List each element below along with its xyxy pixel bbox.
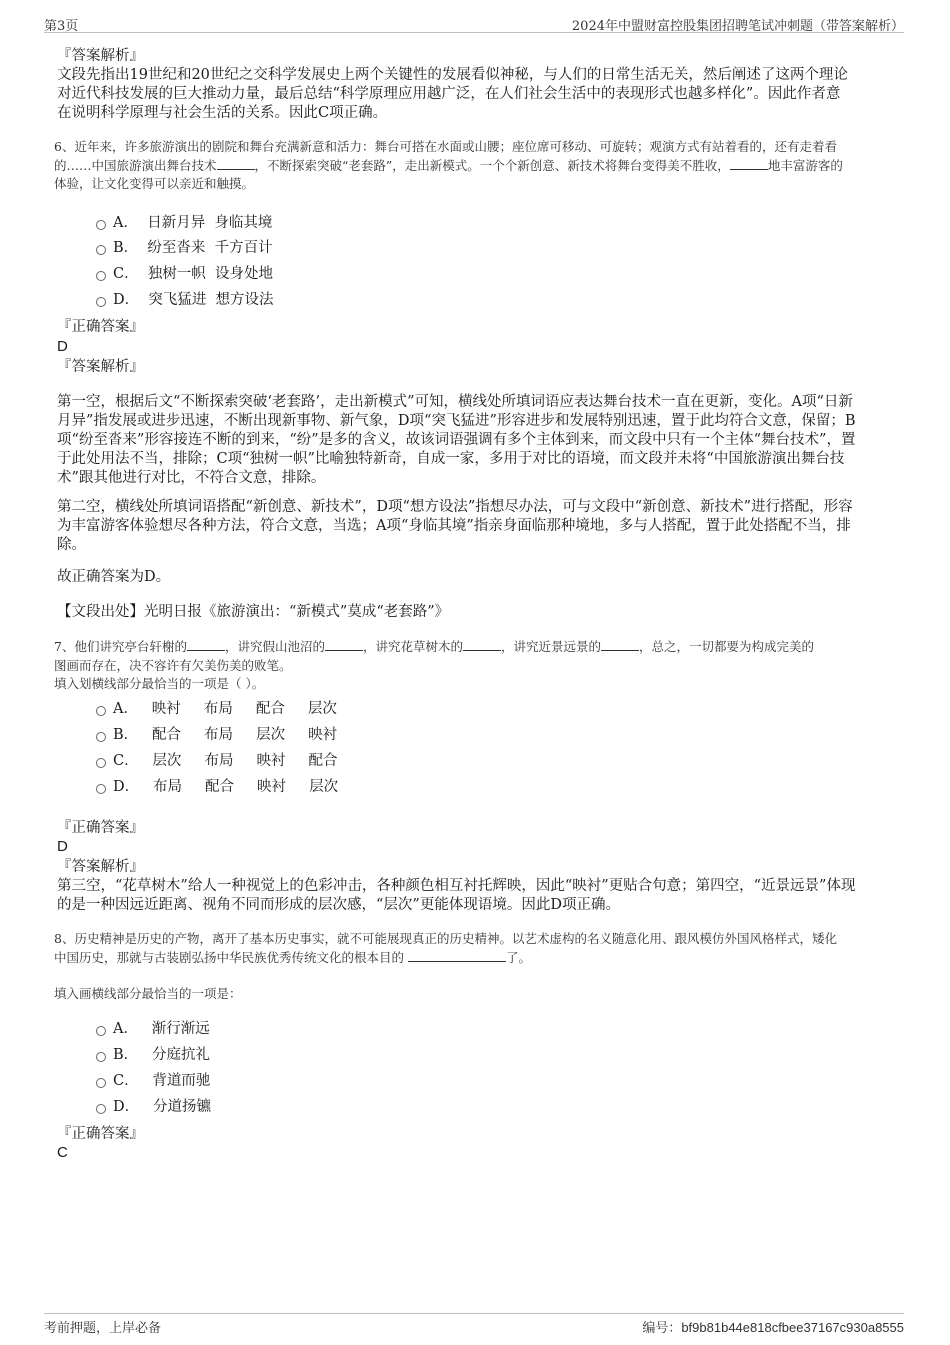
q6-answer-title: 『正确答案』 — [57, 319, 144, 335]
q5-analysis — [57, 66, 895, 123]
q6-conclusion: 故正确答案为D。 — [57, 569, 171, 585]
q8-answer: C — [57, 1144, 68, 1161]
text-line: 项“纷至沓来”形容接连不断的到来，“纷”是多的含义，故该词语强调有多个主体到来，而文段中只有一个主体“舞台技术”，置 — [57, 432, 856, 448]
question-line — [54, 638, 896, 657]
question-line: 图画而存在，决不容许有欠美伤美的败笔。 — [54, 657, 292, 673]
q7-answer-title: 『正确答案』 — [57, 820, 144, 836]
option-label: A． 日新月异 身临其境 — [113, 215, 273, 231]
question-7 — [54, 638, 896, 694]
fill-blank — [408, 950, 506, 962]
fill-blank — [730, 158, 768, 170]
text-line: 术”跟其他进行对比，不符合文意，排除。 — [57, 470, 326, 486]
text-span: ，讲究近景远景的 — [501, 639, 602, 654]
text-span: ，不断探索突破“老套路”，走出新模式。一个个新创意、新技术将舞台变得美不胜收， — [254, 157, 730, 173]
question-line: 6、近年来，许多旅游演出的剧院和舞台充满新意和活力：舞台可搭在水面或山腰；座位席可移动、可旋转；观演方式有站着看的，还有走着看 — [54, 139, 837, 154]
text-line: 第一空，根据后文“不断探索突破‘老套路’，走出新模式”可知，横线处所填词语应表达舞台技术一直在更新，变化。A项“日新 — [57, 394, 853, 410]
q8-option-c[interactable] — [96, 1071, 210, 1091]
radio-icon[interactable] — [96, 784, 106, 794]
page-header — [44, 14, 904, 33]
code-value: bf9b81b44e818cfbee37167c930a8555 — [681, 1320, 904, 1335]
page-footer — [44, 1313, 904, 1334]
text-line: 第三空，“花草树木”给人一种视觉上的色彩冲击，各种颜色相互衬托辉映，因此“映衬”更贴合句意；第四空，“近景远景”体现 — [57, 878, 856, 894]
fill-blank — [463, 639, 501, 651]
radio-icon[interactable] — [96, 1052, 106, 1062]
option-label: D． 分道扬镳 — [113, 1099, 211, 1115]
q8-answer-title: 『正确答案』 — [57, 1126, 144, 1142]
q7-analysis-title: 『答案解析』 — [57, 859, 144, 875]
q6-option-c[interactable] — [96, 264, 273, 284]
code-label: 编号： — [642, 1321, 682, 1336]
option-label: D． 突飞猛进 想方设法 — [113, 292, 274, 308]
text-line: 的是一种因远近距离、视角不同而形成的层次感，“层次”更能体现语境。因此D项正确。 — [57, 897, 620, 913]
text-line: 于此处用法不当，排除；C项“独树一帜”比喻独特新奇，自成一家，多用于对比的语境，而文段并未将“中国旅游演出舞台技 — [57, 451, 845, 467]
radio-icon[interactable] — [96, 1078, 106, 1088]
option-label: B． 分庭抗礼 — [113, 1047, 210, 1063]
option-label: C． 独树一帜 设身处地 — [113, 266, 274, 282]
text-span: 的……中国旅游演出舞台技术 — [54, 157, 217, 173]
text-line: 第二空，横线处所填词语搭配“新创意、新技术”，D项“想方设法”指想尽办法，可与文段中“新创意、新技术”进行搭配，形容 — [57, 499, 853, 515]
footer-slogan: 考前押题，上岸必备 — [44, 1321, 162, 1336]
q8-instruction: 填入画横线部分最恰当的一项是： — [54, 986, 242, 1001]
radio-icon[interactable] — [96, 1104, 106, 1114]
option-label: A． 映衬 布局 配合 层次 — [113, 701, 337, 717]
q5-analysis-title: 『答案解析』 — [57, 48, 144, 64]
q7-option-b[interactable] — [96, 725, 337, 745]
text-line: 月异”指发展或进步迅速，不断出现新事物、新气象，D项“突飞猛进”形容进步和发展特别迅速，置于此均符合文意，保留；B — [57, 413, 856, 429]
text-span: 了。 — [505, 949, 531, 965]
radio-icon[interactable] — [96, 220, 106, 230]
text-span: ，总之，一切都要为构成完美的 — [639, 639, 815, 654]
radio-icon[interactable] — [96, 706, 106, 716]
question-8 — [54, 930, 896, 967]
radio-icon[interactable] — [96, 271, 106, 281]
question-line — [54, 157, 896, 176]
text-span: ，讲究假山池沼的 — [224, 639, 325, 654]
fill-blank — [325, 639, 363, 651]
text-span: 中国历史，那就与古装剧弘扬中华民族优秀传统文化的根本目的 — [54, 949, 408, 965]
q6-analysis-p1 — [57, 393, 895, 488]
radio-icon[interactable] — [96, 245, 106, 255]
option-label: B． 配合 布局 层次 映衬 — [113, 727, 338, 743]
q6-analysis-p2 — [57, 498, 895, 555]
text-span: 7、他们讲究亭台轩榭的 — [54, 639, 187, 654]
text-span: ，讲究花草树木的 — [362, 639, 463, 654]
radio-icon[interactable] — [96, 758, 106, 768]
option-label: D． 布局 配合 映衬 层次 — [113, 779, 339, 795]
text-line: 在说明科学原理与社会生活的关系。因此C项正确。 — [57, 105, 388, 121]
radio-icon[interactable] — [96, 1026, 106, 1036]
option-label: C． 层次 布局 映衬 配合 — [113, 753, 338, 769]
fill-blank — [601, 639, 639, 651]
q7-answer: D — [57, 838, 68, 855]
text-span: 地丰富游客的 — [767, 157, 843, 173]
fill-blank — [217, 158, 255, 170]
q6-option-d[interactable] — [96, 290, 274, 310]
q6-answer: D — [57, 338, 68, 355]
q7-analysis — [57, 877, 895, 915]
option-label: B． 纷至沓来 千方百计 — [113, 240, 273, 256]
question-line — [54, 949, 896, 968]
q6-option-b[interactable] — [96, 238, 273, 258]
question-line: 8、历史精神是历史的产物，离开了基本历史事实，就不可能展现真正的历史精神。以艺术虚构的名义随意化用、跟风模仿外国风格样式，矮化 — [54, 931, 837, 946]
question-line: 体验，让文化变得可以亲近和触摸。 — [54, 176, 255, 191]
radio-icon[interactable] — [96, 732, 106, 742]
q7-option-a[interactable] — [96, 699, 337, 719]
document-title: 2024年中盟财富控股集团招聘笔试冲刺题（带答案解析） — [571, 19, 904, 34]
question-6 — [54, 138, 896, 194]
text-line: 对近代科技发展的巨大推动力量，最后总结“科学原理应用越广泛，在人们社会生活中的表现形式也越多样化”。因此作者意 — [57, 86, 841, 102]
document-code — [642, 1317, 904, 1336]
q6-source: 【文段出处】光明日报《旅游演出：“新模式”莫成“老套路”》 — [57, 604, 450, 620]
q8-option-b[interactable] — [96, 1045, 210, 1065]
text-line: 除。 — [57, 537, 86, 553]
q8-option-a[interactable] — [96, 1019, 210, 1039]
fill-blank — [187, 639, 225, 651]
q8-option-d[interactable] — [96, 1097, 211, 1117]
q7-option-d[interactable] — [96, 777, 338, 797]
option-label: C． 背道而驰 — [113, 1073, 211, 1089]
radio-icon[interactable] — [96, 297, 106, 307]
q7-option-c[interactable] — [96, 751, 338, 771]
text-line: 为丰富游客体验想尽各种方法，符合文意，当选；A项“身临其境”指亲身面临那种境地，多与人搭配，置于此处搭配不当，排 — [57, 518, 851, 534]
q6-analysis-title: 『答案解析』 — [57, 359, 144, 375]
option-label: A． 渐行渐远 — [113, 1021, 210, 1037]
page-number: 第3页 — [44, 19, 79, 34]
text-line: 文段先指出19世纪和20世纪之交科学发展史上两个关键性的发展看似神秘，与人们的日常生活无关，然后阐述了这两个理论 — [57, 67, 848, 83]
question-line: 填入划横线部分最恰当的一项是（ ）。 — [54, 676, 265, 691]
q6-option-a[interactable] — [96, 213, 272, 233]
